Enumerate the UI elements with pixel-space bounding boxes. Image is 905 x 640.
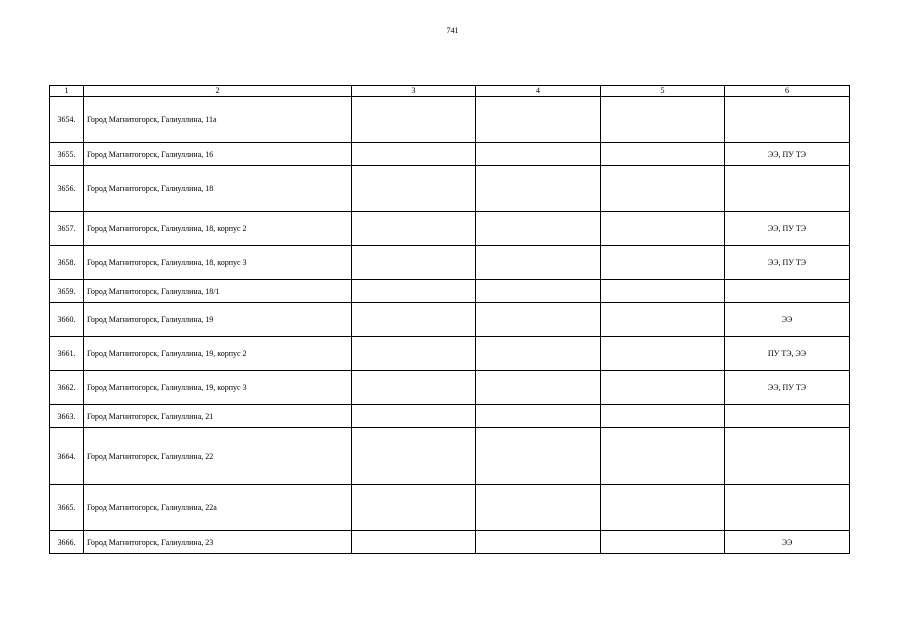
column-header: 2 [84,86,352,97]
row-cell-4 [476,280,601,303]
table-row [50,405,850,428]
row-number: 3662. [50,371,84,405]
row-cell-4 [476,405,601,428]
column-header: 3 [352,86,476,97]
row-cell-6 [725,166,850,212]
row-number: 3657. [50,212,84,246]
row-cell-6: ПУ ТЭ, ЭЭ [725,337,850,371]
row-cell-6 [725,97,850,143]
table-row [50,166,850,212]
row-cell-4 [476,485,601,531]
row-address: Город Магнитогорск, Галиуллина, 18, корпус 2 [84,212,352,246]
row-cell-3 [352,405,476,428]
row-address: Город Магнитогорск, Галиуллина, 21 [84,405,352,428]
row-cell-6: ЭЭ, ПУ ТЭ [725,246,850,280]
table-row [50,485,850,531]
column-header: 4 [476,86,601,97]
row-cell-4 [476,531,601,554]
row-address: Город Магнитогорск, Галиуллина, 22а [84,485,352,531]
row-cell-5 [601,371,725,405]
row-address: Город Магнитогорск, Галиуллина, 11а [84,97,352,143]
row-number: 3666. [50,531,84,554]
row-cell-4 [476,337,601,371]
row-cell-5 [601,166,725,212]
row-number: 3660. [50,303,84,337]
row-cell-3 [352,212,476,246]
row-cell-6: ЭЭ, ПУ ТЭ [725,143,850,166]
page-number: 741 [446,26,459,35]
row-cell-5 [601,212,725,246]
row-cell-6 [725,405,850,428]
row-cell-6: ЭЭ, ПУ ТЭ [725,212,850,246]
row-cell-4 [476,143,601,166]
row-number: 3655. [50,143,84,166]
row-cell-6: ЭЭ [725,303,850,337]
row-address: Город Магнитогорск, Галиуллина, 16 [84,143,352,166]
row-cell-5 [601,303,725,337]
row-cell-6 [725,428,850,485]
row-cell-4 [476,371,601,405]
row-cell-5 [601,337,725,371]
row-cell-3 [352,428,476,485]
table-row [50,212,850,246]
table-row [50,143,850,166]
row-number: 3665. [50,485,84,531]
row-address: Город Магнитогорск, Галиуллина, 18 [84,166,352,212]
row-cell-4 [476,212,601,246]
row-number: 3663. [50,405,84,428]
row-cell-4 [476,303,601,337]
row-number: 3658. [50,246,84,280]
table-row [50,303,850,337]
row-cell-5 [601,405,725,428]
row-cell-4 [476,428,601,485]
row-cell-3 [352,97,476,143]
row-cell-6 [725,280,850,303]
column-header: 6 [725,86,850,97]
row-address: Город Магнитогорск, Галиуллина, 19, корпус 3 [84,371,352,405]
row-cell-5 [601,531,725,554]
row-cell-5 [601,97,725,143]
row-cell-6: ЭЭ, ПУ ТЭ [725,371,850,405]
column-header: 5 [601,86,725,97]
table-row [50,97,850,143]
row-cell-4 [476,166,601,212]
row-cell-6: ЭЭ [725,531,850,554]
row-number: 3654. [50,97,84,143]
row-cell-3 [352,246,476,280]
table-row [50,428,850,485]
row-cell-6 [725,485,850,531]
row-cell-5 [601,143,725,166]
row-cell-3 [352,337,476,371]
table-row [50,280,850,303]
row-cell-3 [352,485,476,531]
row-number: 3664. [50,428,84,485]
row-cell-4 [476,246,601,280]
row-number: 3656. [50,166,84,212]
row-cell-3 [352,371,476,405]
row-number: 3659. [50,280,84,303]
row-address: Город Магнитогорск, Галиуллина, 18, корпус 3 [84,246,352,280]
row-address: Город Магнитогорск, Галиуллина, 19 [84,303,352,337]
row-cell-5 [601,428,725,485]
row-number: 3661. [50,337,84,371]
row-cell-3 [352,166,476,212]
table-row [50,531,850,554]
row-address: Город Магнитогорск, Галиуллина, 23 [84,531,352,554]
row-address: Город Магнитогорск, Галиуллина, 18/1 [84,280,352,303]
table-row [50,337,850,371]
row-cell-5 [601,485,725,531]
row-cell-3 [352,143,476,166]
row-address: Город Магнитогорск, Галиуллина, 19, корпус 2 [84,337,352,371]
column-header: 1 [50,86,84,97]
row-cell-3 [352,531,476,554]
row-cell-3 [352,280,476,303]
row-address: Город Магнитогорск, Галиуллина, 22 [84,428,352,485]
address-table [49,85,850,554]
table-row [50,371,850,405]
row-cell-5 [601,280,725,303]
row-cell-3 [352,303,476,337]
table-row [50,246,850,280]
row-cell-4 [476,97,601,143]
row-cell-5 [601,246,725,280]
header-row [50,86,850,97]
